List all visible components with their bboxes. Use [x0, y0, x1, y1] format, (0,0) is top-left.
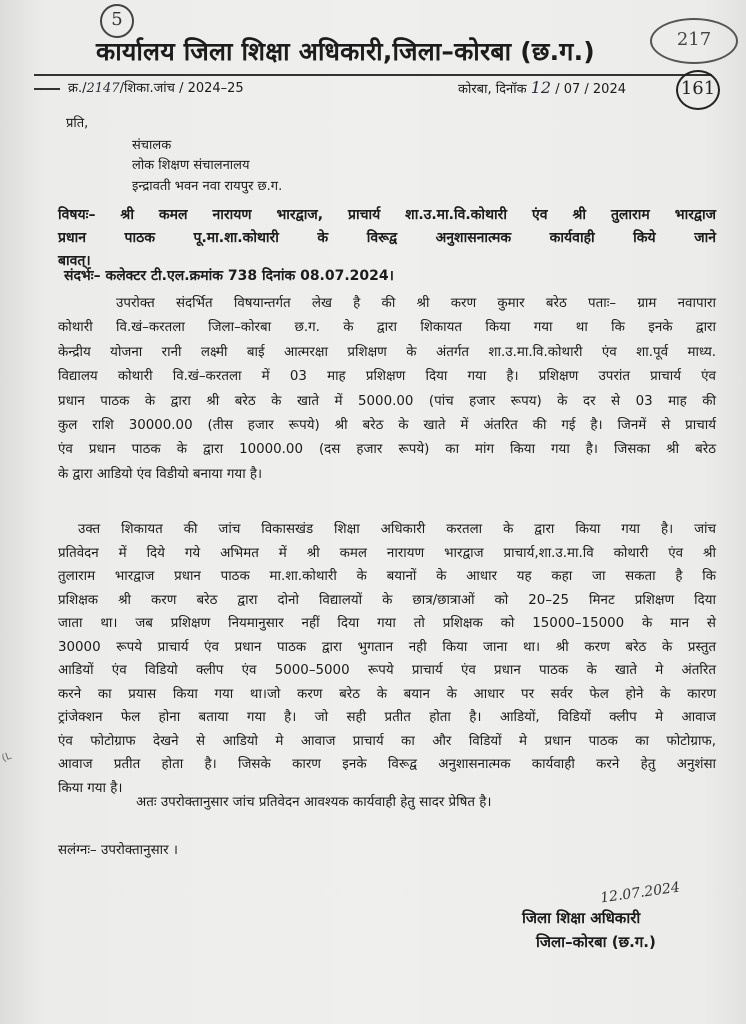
office-title: कार्यालय जिला शिक्षा अधिकारी,जिला–कोरबा (छ.ग.) [96, 37, 595, 66]
date-handwritten-day: 12 [530, 78, 552, 97]
paragraph-line: के द्वारा आडियो एंव विडीयो बनाया गया है। [58, 466, 263, 482]
paragraph-line: आडियों एंव विडियो क्लीप एंव 5000–5000 रूपये प्राचार्य एंव प्रधान पाठक के खाते मे अंतरित [58, 663, 716, 678]
recipient-line-3: इन्द्रावती भवन नवा रायपुर छ.ग. [132, 179, 283, 194]
circled-number-annotation-right [650, 18, 738, 64]
date-label: कोरबा, दिनॉक [458, 82, 527, 97]
ref-suffix: /शिका.जांच / 2024–25 [119, 81, 244, 96]
header-underline [34, 74, 712, 76]
circled-number-annotation [100, 4, 134, 38]
page-number-annotation [676, 70, 720, 110]
circled-number-right-text: 217 [676, 29, 712, 50]
paragraph-line: ट्रांजेक्शन फेल होना बताया गया है। जो सही प्रतीत होता है। आडियों, विडियों क्लीप मे आवाज [58, 710, 716, 725]
date-rest: / 07 / 2024 [555, 82, 626, 97]
paragraph-line: आवाज प्रतीत होता है। जिसके कारण इनके विरूद्व अनुशासनात्मक कार्यवाही करने हेतु अनुशंसा [58, 757, 716, 772]
paragraph-line: 30000 रूपये प्राचार्य एंव प्रधान पाठक द्वारा भुगतान नही किया जाना था। श्री करण बरेठ के प्रस्तुत [58, 639, 716, 655]
subject-block [58, 204, 716, 273]
paragraph-line: एंव प्रधान पाठक के द्वारा 10000.00 (दस हजार रूपये) का मांग किया गया है। जिसका श्री बरेठ [58, 442, 716, 458]
paragraph-line: विद्यालय कोथारी वि.खं–करतला में 03 माह प्रशिक्षण दिया गया है। प्रशिक्षण उपरांत प्राचार्य एंव [58, 369, 716, 385]
reference-line: संदर्भः– कलेक्टर टी.एल.क्रमांक 738 दिनांक 08.07.2024। [64, 268, 394, 284]
ref-prefix: क्र./ [68, 81, 87, 96]
paragraph-line: प्रशिक्षक श्री करण बरेठ द्वारा दोनो विद्यालयों के छात्र/छात्राओं को 20–25 मिनट प्रशिक्षण दिया [58, 592, 716, 608]
paragraph-line: कोथारी वि.खं–करतला जिला–कोरबा छ.ग. के द्वारा शिकायत किया गया था कि इनके द्वारा [58, 320, 716, 336]
prati-label: प्रति, [66, 116, 89, 131]
paragraph-line: उपरोक्त संदर्भित विषयान्तर्गत लेख है की श्री करण कुमार बरेठ पताः– ग्राम नवापारा [116, 296, 716, 311]
paragraph-line: प्रतिवेदन में दिये गये अभिमत में श्री कमल नारायण भारद्वाज प्राचार्य,शा.उ.मा.वि कोथारी एंव श्री [58, 545, 716, 561]
paragraph-line: तुलाराम भारद्वाज प्रधान पाठक मा.शा.कोथारी के बयानों के आधार यह कहा जा सकता है कि [58, 569, 716, 584]
reference-number [68, 78, 244, 96]
subject-line: बावत्। [58, 253, 91, 269]
signatory-designation: जिला शिक्षा अधिकारी [522, 909, 641, 927]
paragraph-line: कुल राशि 30000.00 (तीस हजार रूपये) श्री बरेठ के खाते में अंतरित की गई है। जिनमें से प्राचार्य [58, 418, 716, 434]
page-number-text: 161 [680, 78, 716, 99]
paragraph-line: किया गया है। [58, 780, 123, 796]
margin-annotation: (L [0, 750, 14, 765]
paragraph-line: करने का प्रयास किया गया था।जो करण बरेठ के बयान के आधार पर सर्वर फेल होने के कारण [58, 686, 716, 702]
recipient-line-1: संचालक [132, 138, 172, 153]
ref-handwritten-number: 2147 [86, 81, 120, 96]
circled-number-text: 5 [111, 9, 123, 30]
paragraph-line: केन्द्रीय योजना रानी लक्ष्मी बाई आत्मरक्षा प्रशिक्षण के अंतर्गत शा.उ.मा.वि.कोथारी एंव शा.पूर्व माध्य. [58, 344, 716, 360]
subject-line: विषयः– श्री कमल नारायण भारद्वाज, प्राचार्य शा.उ.मा.वि.कोथारी एंव श्री तुलाराम भारद्वाज [58, 207, 716, 223]
paragraph-1 [58, 292, 716, 487]
enclosure-line: सलंग्नः– उपरोक्तानुसार । [58, 843, 178, 858]
paragraph-2 [58, 518, 716, 800]
subject-line: प्रधान पाठक पू.मा.शा.कोथारी के विरूद्व अनुशासनात्मक कार्यवाही किये जाने [58, 230, 716, 246]
paragraph-line: एंव फोटोग्राफ देखने से आडियो मे आवाज प्राचार्य का और विडियों मे प्रधान पाठक का फोटोग्राफ, [58, 733, 716, 749]
recipient-line-2: लोक शिक्षण संचालनालय [132, 158, 250, 173]
signatory-office: जिला–कोरबा (छ.ग.) [536, 933, 656, 951]
margin-dash [34, 88, 60, 90]
letter-date [458, 78, 626, 97]
handwritten-signature: 12.07.2024 [599, 879, 681, 907]
paragraph-line: प्रधान पाठक के द्वारा श्री बरेठ के खाते में 5000.00 (पांच हजार रूपय) के दर से 03 माह की [58, 393, 716, 409]
paragraph-line: जाता था। जब प्रशिक्षण नियमानुसार नहीं दिया गया तो प्रशिक्षक को 15000–15000 के मान से [58, 616, 716, 631]
conclusion-line: अतः उपरोक्तानुसार जांच प्रतिवेदन आवश्यक कार्यवाही हेतु सादर प्रेषित है। [136, 795, 492, 810]
paragraph-line: उक्त शिकायत की जांच विकासखंड शिक्षा अधिकारी करतला के द्वारा किया गया है। जांच [78, 522, 716, 537]
